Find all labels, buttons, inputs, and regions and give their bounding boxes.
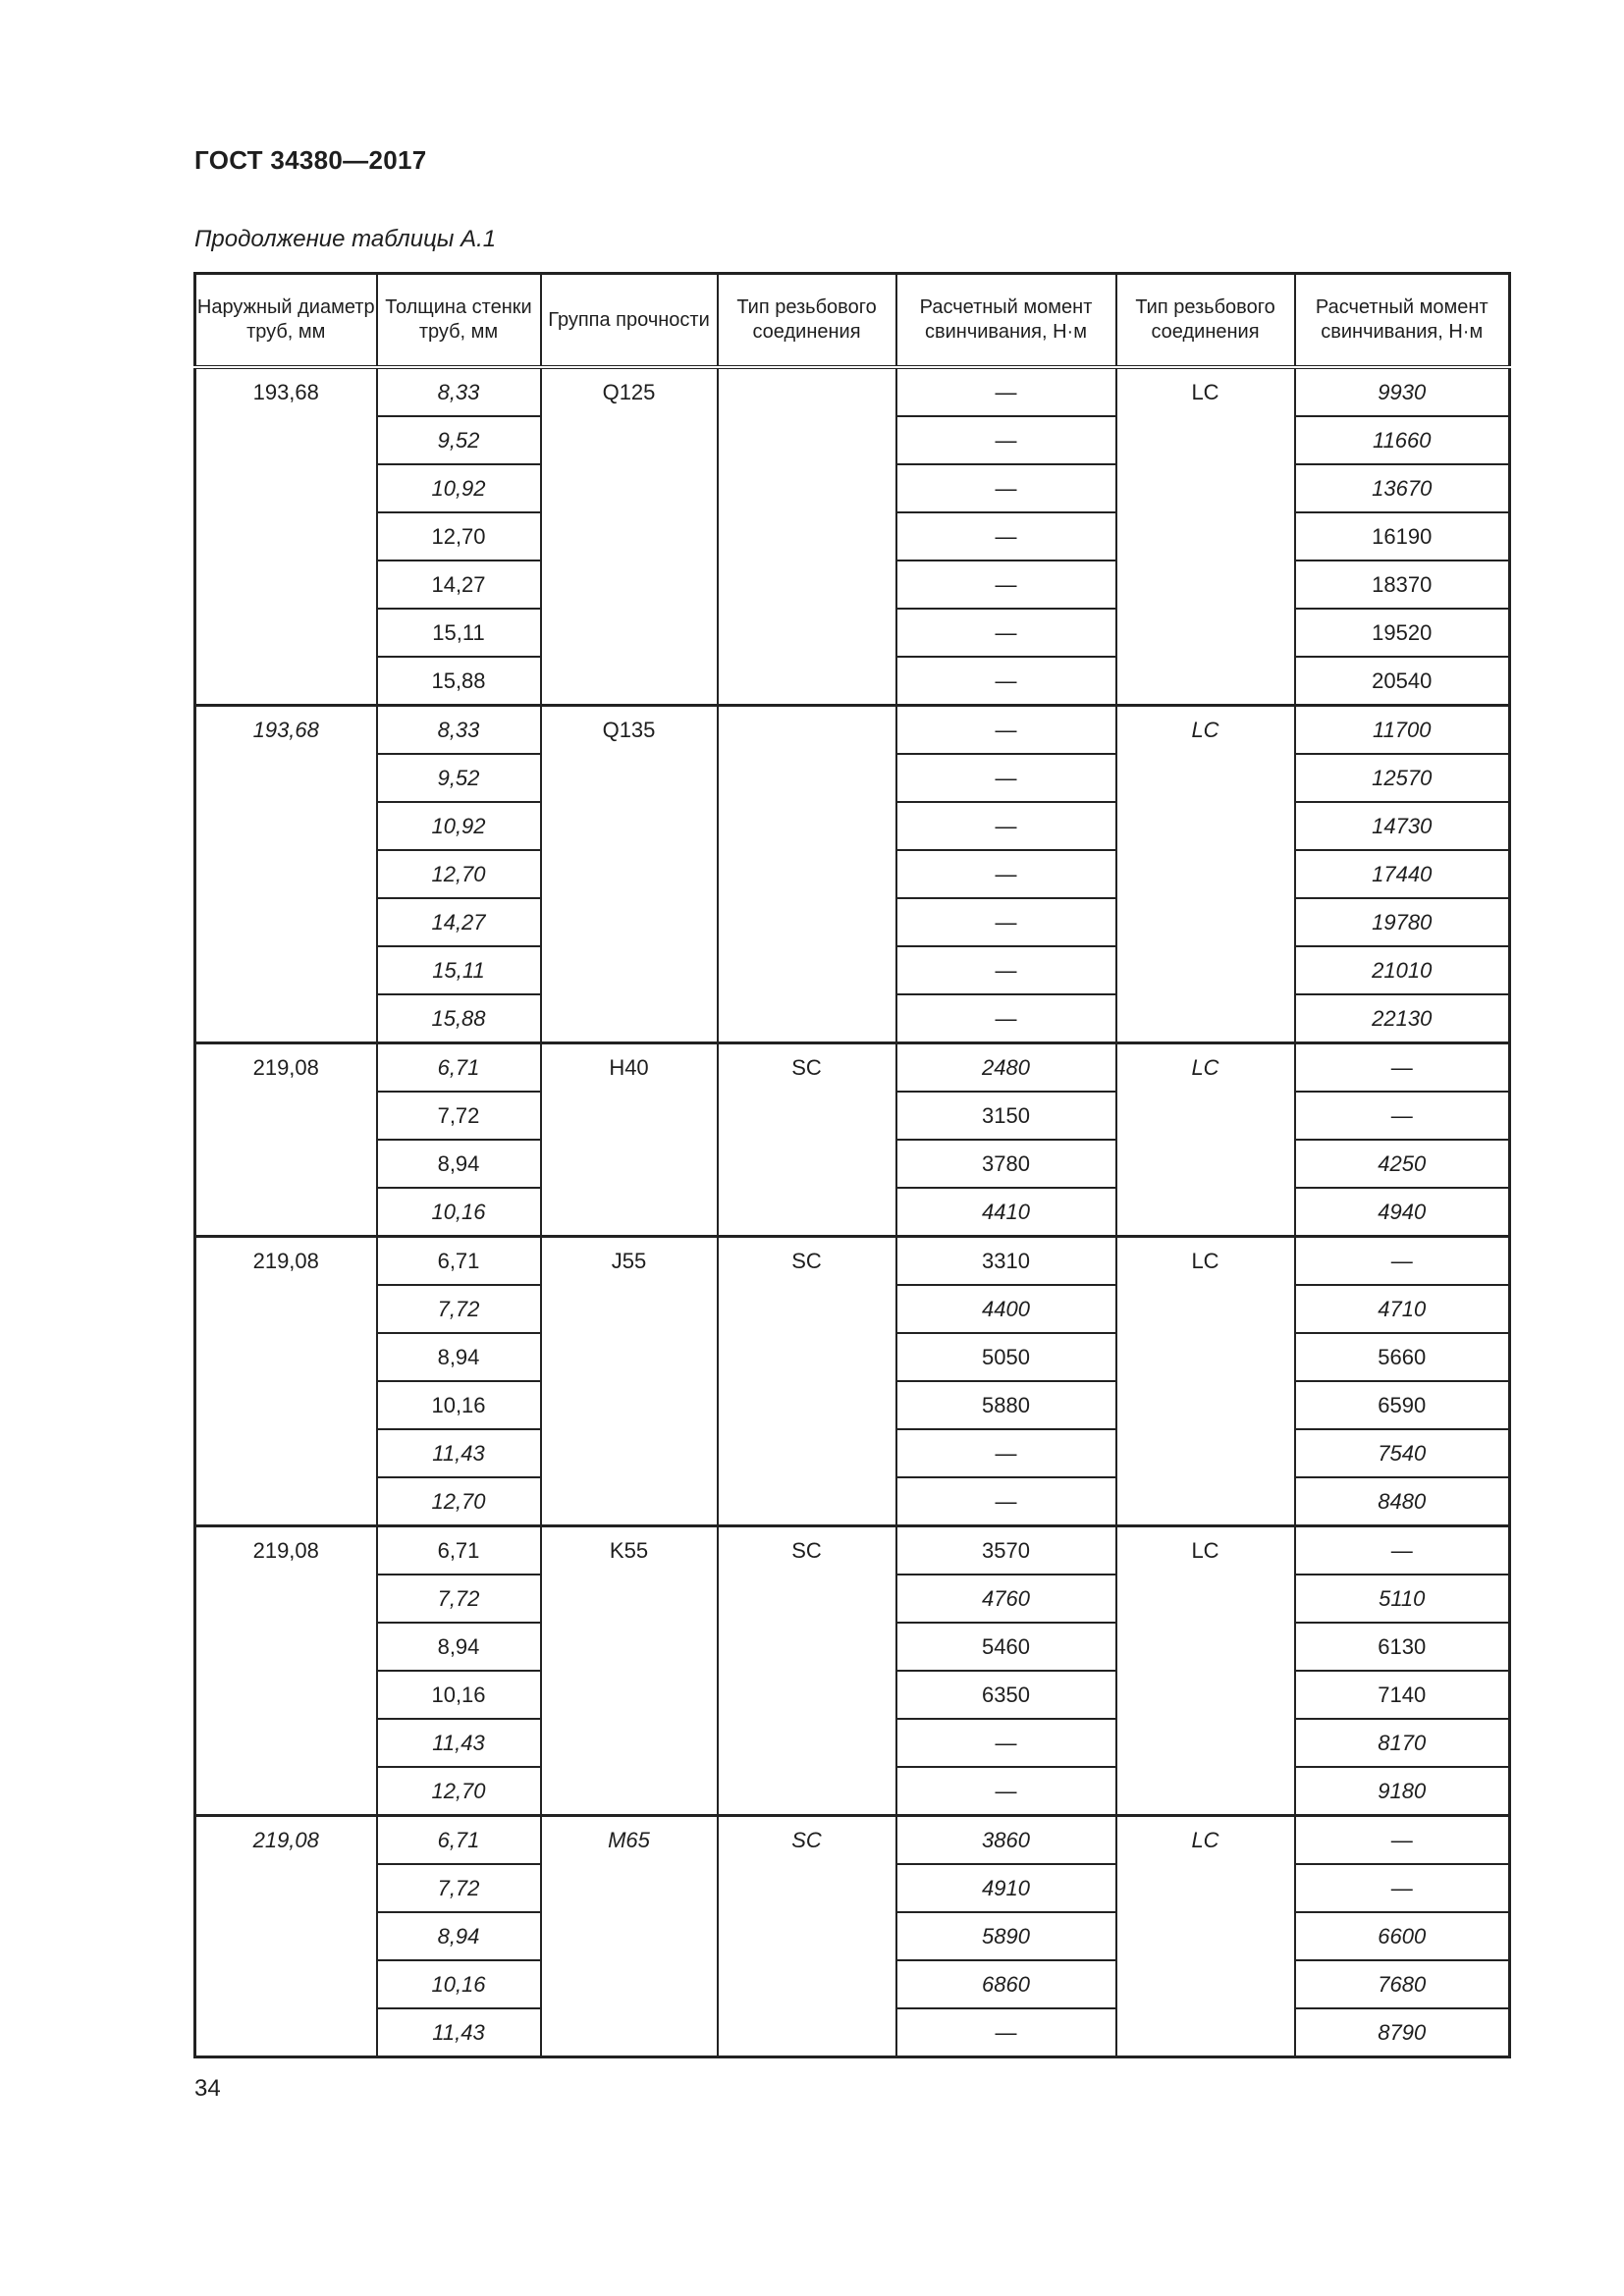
wall-thickness-cell: 8,94 (377, 1623, 541, 1671)
table-row (195, 706, 1510, 755)
makeup-torque-1-cell: — (896, 512, 1116, 561)
wall-thickness-cell: 8,94 (377, 1140, 541, 1188)
wall-thickness-cell: 7,72 (377, 1864, 541, 1912)
wall-thickness-cell: 12,70 (377, 1767, 541, 1816)
connection-type-1-cell: SC (718, 1237, 896, 1526)
wall-thickness-cell: 12,70 (377, 512, 541, 561)
connection-type-2-cell: LC (1116, 1237, 1295, 1526)
makeup-torque-1-cell: — (896, 657, 1116, 706)
table-row (195, 367, 1510, 416)
makeup-torque-1-cell: 3150 (896, 1092, 1116, 1140)
makeup-torque-2-cell: 11700 (1295, 706, 1510, 755)
makeup-torque-2-cell: 4710 (1295, 1285, 1510, 1333)
strength-group-cell: Q125 (541, 367, 718, 706)
wall-thickness-cell: 9,52 (377, 416, 541, 464)
connection-type-2-cell: LC (1116, 706, 1295, 1043)
makeup-torque-2-cell: 6590 (1295, 1381, 1510, 1429)
makeup-torque-2-cell: 9180 (1295, 1767, 1510, 1816)
outer-diameter-cell: 219,08 (195, 1526, 377, 1816)
wall-thickness-cell: 12,70 (377, 850, 541, 898)
makeup-torque-1-cell: 3860 (896, 1816, 1116, 1865)
makeup-torque-2-cell: — (1295, 1043, 1510, 1093)
wall-thickness-cell: 9,52 (377, 754, 541, 802)
wall-thickness-cell: 8,94 (377, 1912, 541, 1960)
header-strength-group: Группа прочности (541, 274, 718, 368)
header-outer-diameter: Наружный диаметр труб, мм (195, 274, 377, 368)
header-wall-thickness: Толщина стенки труб, мм (377, 274, 541, 368)
header-connection-type-1: Тип резьбового соединения (718, 274, 896, 368)
makeup-torque-2-cell: 17440 (1295, 850, 1510, 898)
makeup-torque-2-cell: 22130 (1295, 994, 1510, 1043)
makeup-torque-1-cell: — (896, 1767, 1116, 1816)
makeup-torque-2-cell: — (1295, 1864, 1510, 1912)
makeup-torque-1-cell: — (896, 994, 1116, 1043)
outer-diameter-cell: 219,08 (195, 1237, 377, 1526)
makeup-torque-2-cell: 8480 (1295, 1477, 1510, 1526)
connection-type-2-cell: LC (1116, 1043, 1295, 1237)
makeup-torque-1-cell: 4910 (896, 1864, 1116, 1912)
connection-type-1-cell (718, 367, 896, 706)
makeup-torque-2-cell: 8790 (1295, 2008, 1510, 2057)
makeup-torque-1-cell: 6350 (896, 1671, 1116, 1719)
makeup-torque-1-cell: 4400 (896, 1285, 1116, 1333)
makeup-torque-1-cell: 3780 (896, 1140, 1116, 1188)
makeup-torque-1-cell: — (896, 416, 1116, 464)
wall-thickness-cell: 8,94 (377, 1333, 541, 1381)
connection-type-2-cell: LC (1116, 1526, 1295, 1816)
makeup-torque-1-cell: 3310 (896, 1237, 1116, 1286)
connection-type-1-cell (718, 706, 896, 1043)
makeup-torque-1-cell: 6860 (896, 1960, 1116, 2008)
makeup-torque-2-cell: 4250 (1295, 1140, 1510, 1188)
wall-thickness-cell: 15,11 (377, 609, 541, 657)
wall-thickness-cell: 12,70 (377, 1477, 541, 1526)
strength-group-cell: J55 (541, 1237, 718, 1526)
table-row (195, 1816, 1510, 1865)
wall-thickness-cell: 15,11 (377, 946, 541, 994)
connection-type-1-cell: SC (718, 1043, 896, 1237)
makeup-torque-1-cell: — (896, 464, 1116, 512)
wall-thickness-cell: 10,16 (377, 1960, 541, 2008)
wall-thickness-cell: 6,71 (377, 1043, 541, 1093)
wall-thickness-cell: 11,43 (377, 1429, 541, 1477)
makeup-torque-2-cell: 5660 (1295, 1333, 1510, 1381)
table-caption: Продолжение таблицы А.1 (194, 226, 497, 252)
wall-thickness-cell: 8,33 (377, 706, 541, 755)
makeup-torque-2-cell: 7140 (1295, 1671, 1510, 1719)
wall-thickness-cell: 11,43 (377, 1719, 541, 1767)
makeup-torque-2-cell: 6600 (1295, 1912, 1510, 1960)
wall-thickness-cell: 10,92 (377, 464, 541, 512)
makeup-torque-2-cell: 9930 (1295, 367, 1510, 416)
wall-thickness-cell: 10,16 (377, 1671, 541, 1719)
wall-thickness-cell: 14,27 (377, 561, 541, 609)
table-header-row (195, 274, 1510, 368)
makeup-torque-2-cell: 13670 (1295, 464, 1510, 512)
wall-thickness-cell: 10,16 (377, 1188, 541, 1237)
makeup-torque-2-cell: — (1295, 1237, 1510, 1286)
torque-table (193, 272, 1511, 2058)
outer-diameter-cell: 193,68 (195, 367, 377, 706)
wall-thickness-cell: 6,71 (377, 1526, 541, 1575)
makeup-torque-2-cell: 7680 (1295, 1960, 1510, 2008)
makeup-torque-2-cell: 19780 (1295, 898, 1510, 946)
makeup-torque-1-cell: 4760 (896, 1575, 1116, 1623)
makeup-torque-1-cell: — (896, 754, 1116, 802)
connection-type-1-cell: SC (718, 1526, 896, 1816)
makeup-torque-1-cell: — (896, 609, 1116, 657)
makeup-torque-1-cell: — (896, 850, 1116, 898)
table-body (195, 367, 1510, 2057)
makeup-torque-2-cell: 16190 (1295, 512, 1510, 561)
makeup-torque-1-cell: — (896, 1429, 1116, 1477)
wall-thickness-cell: 7,72 (377, 1575, 541, 1623)
makeup-torque-1-cell: — (896, 367, 1116, 416)
makeup-torque-1-cell: — (896, 802, 1116, 850)
makeup-torque-1-cell: — (896, 1719, 1116, 1767)
strength-group-cell: M65 (541, 1816, 718, 2057)
wall-thickness-cell: 10,92 (377, 802, 541, 850)
wall-thickness-cell: 6,71 (377, 1237, 541, 1286)
table-row (195, 1237, 1510, 1286)
makeup-torque-1-cell: 5890 (896, 1912, 1116, 1960)
makeup-torque-2-cell: 21010 (1295, 946, 1510, 994)
wall-thickness-cell: 10,16 (377, 1381, 541, 1429)
outer-diameter-cell: 193,68 (195, 706, 377, 1043)
makeup-torque-2-cell: 8170 (1295, 1719, 1510, 1767)
wall-thickness-cell: 15,88 (377, 657, 541, 706)
wall-thickness-cell: 6,71 (377, 1816, 541, 1865)
makeup-torque-2-cell: 6130 (1295, 1623, 1510, 1671)
makeup-torque-1-cell: 2480 (896, 1043, 1116, 1093)
wall-thickness-cell: 8,33 (377, 367, 541, 416)
wall-thickness-cell: 15,88 (377, 994, 541, 1043)
strength-group-cell: H40 (541, 1043, 718, 1237)
header-makeup-torque-1: Расчетный момент свинчивания, Н·м (896, 274, 1116, 368)
makeup-torque-2-cell: 7540 (1295, 1429, 1510, 1477)
strength-group-cell: K55 (541, 1526, 718, 1816)
makeup-torque-1-cell: — (896, 946, 1116, 994)
wall-thickness-cell: 11,43 (377, 2008, 541, 2057)
makeup-torque-1-cell: — (896, 898, 1116, 946)
makeup-torque-1-cell: — (896, 1477, 1116, 1526)
makeup-torque-2-cell: 11660 (1295, 416, 1510, 464)
makeup-torque-2-cell: — (1295, 1092, 1510, 1140)
wall-thickness-cell: 7,72 (377, 1092, 541, 1140)
makeup-torque-2-cell: 5110 (1295, 1575, 1510, 1623)
outer-diameter-cell: 219,08 (195, 1816, 377, 2057)
makeup-torque-2-cell: 12570 (1295, 754, 1510, 802)
document-code: ГОСТ 34380—2017 (194, 145, 427, 175)
makeup-torque-2-cell: — (1295, 1526, 1510, 1575)
header-connection-type-2: Тип резьбового соединения (1116, 274, 1295, 368)
makeup-torque-1-cell: 4410 (896, 1188, 1116, 1237)
makeup-torque-2-cell: 19520 (1295, 609, 1510, 657)
table-row (195, 1526, 1510, 1575)
makeup-torque-1-cell: — (896, 2008, 1116, 2057)
outer-diameter-cell: 219,08 (195, 1043, 377, 1237)
wall-thickness-cell: 14,27 (377, 898, 541, 946)
makeup-torque-2-cell: — (1295, 1816, 1510, 1865)
strength-group-cell: Q135 (541, 706, 718, 1043)
makeup-torque-1-cell: 5460 (896, 1623, 1116, 1671)
makeup-torque-2-cell: 4940 (1295, 1188, 1510, 1237)
wall-thickness-cell: 7,72 (377, 1285, 541, 1333)
makeup-torque-1-cell: — (896, 561, 1116, 609)
connection-type-1-cell: SC (718, 1816, 896, 2057)
makeup-torque-2-cell: 14730 (1295, 802, 1510, 850)
makeup-torque-1-cell: 3570 (896, 1526, 1116, 1575)
connection-type-2-cell: LC (1116, 1816, 1295, 2057)
makeup-torque-2-cell: 18370 (1295, 561, 1510, 609)
makeup-torque-1-cell: — (896, 706, 1116, 755)
table-row (195, 1043, 1510, 1093)
page-number: 34 (194, 2075, 221, 2102)
makeup-torque-1-cell: 5880 (896, 1381, 1116, 1429)
makeup-torque-1-cell: 5050 (896, 1333, 1116, 1381)
header-makeup-torque-2: Расчетный момент свинчивания, Н·м (1295, 274, 1510, 368)
makeup-torque-2-cell: 20540 (1295, 657, 1510, 706)
connection-type-2-cell: LC (1116, 367, 1295, 706)
